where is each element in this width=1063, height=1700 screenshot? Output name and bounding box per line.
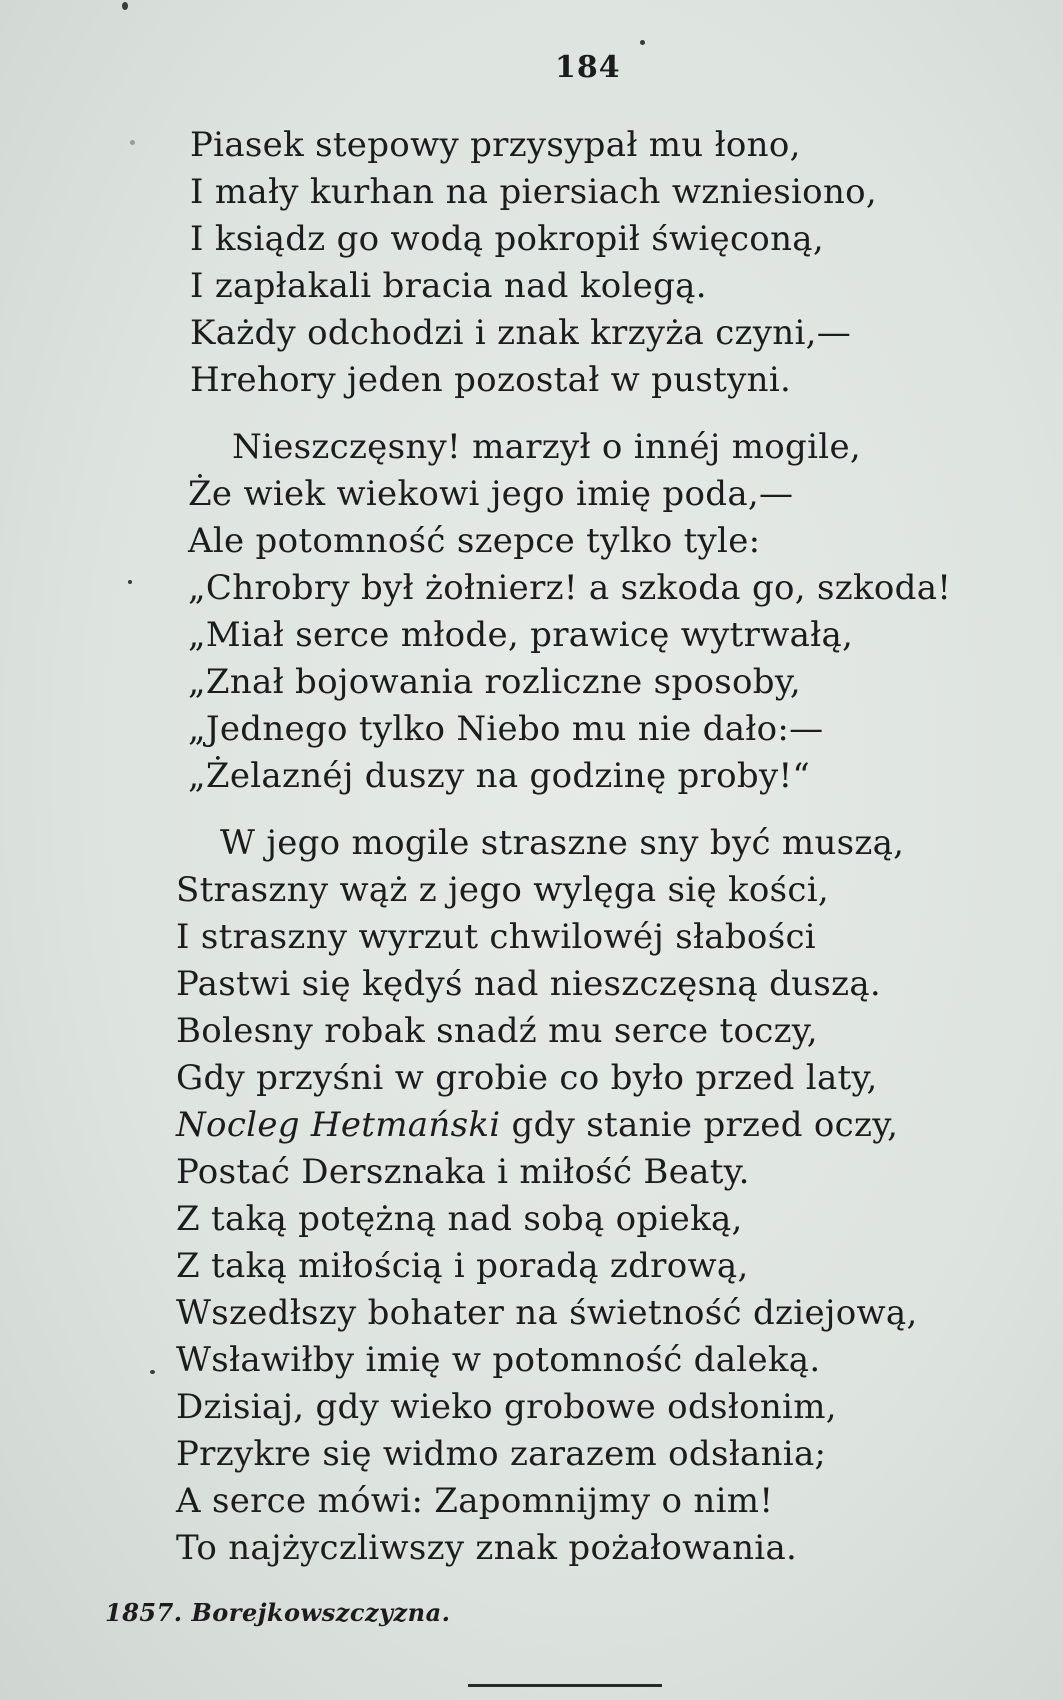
verse-line: Hrehory jeden pozostał w pustyni. [190,360,792,400]
verse-line: „Jednego tylko Niebo mu nie dało:— [188,709,824,749]
verse-line: „Miał serce młode, prawicę wytrwałą, [188,615,854,655]
verse-line: Wsławiłby imię w potomność daleką. [176,1340,821,1380]
verse-line: Nieszczęsny! marzył o innéj mogile, [232,427,861,467]
ink-speck [640,40,645,45]
verse-line: „Chrobry był żołnierz! a szkoda go, szkoda! [188,568,952,608]
date-place-signature: 1857. Borejkowszczyzna. [105,1598,451,1627]
verse-line: W jego mogile straszne sny być muszą, [220,823,905,863]
verse-line: Gdy przyśni w grobie co było przed laty, [176,1058,878,1098]
verse-line: „Żelaznéj duszy na godzinę proby!“ [188,756,811,796]
verse-line: Ale potomność szepce tylko tyle: [188,521,761,561]
verse-line: Z taką potężną nad sobą opieką, [176,1199,743,1239]
verse-line: Każdy odchodzi i znak krzyża czyni,— [190,313,852,353]
verse-line: To najżyczliwszy znak pożałowania. [176,1528,798,1568]
ink-speck [130,140,135,145]
stanza-1 [190,122,877,404]
end-rule [468,1684,662,1687]
stanza-2 [188,424,951,800]
ink-speck [128,580,132,584]
verse-line: I ksiądz go wodą pokropił święconą, [190,219,824,259]
page-number: 184 [555,50,621,85]
stanza-3 [176,820,918,1572]
verse-line: I mały kurhan na piersiach wzniesiono, [190,172,878,212]
verse-line: Postać Dersznaka i miłość Beaty. [176,1152,750,1192]
verse-line: Pastwi się kędyś nad nieszczęsną duszą. [176,964,882,1004]
verse-line [176,1102,918,1149]
verse-line: Że wiek wiekowi jego imię poda,— [188,474,794,514]
verse-line: „Znał bojowania rozliczne sposoby, [188,662,801,702]
italic-title: Nocleg Hetmański [176,1105,501,1145]
verse-line: I straszny wyrzut chwilowéj słabości [176,917,816,957]
verse-line: I zapłakali bracia nad kolegą. [190,266,707,306]
ink-speck [150,1370,155,1374]
ink-speck [122,2,128,10]
verse-line-rest: gdy stanie przed oczy, [500,1105,899,1145]
verse-line: Straszny wąż z jego wylęga się kości, [176,870,830,910]
verse-line: Dzisiaj, gdy wieko grobowe odsłonim, [176,1387,837,1427]
verse-line: Bolesny robak snadź mu serce toczy, [176,1011,818,1051]
verse-line: Przykre się widmo zarazem odsłania; [176,1434,827,1474]
verse-line: Piasek stepowy przysypał mu łono, [190,125,801,165]
verse-line: Z taką miłością i poradą zdrową, [176,1246,749,1286]
verse-line: Wszedłszy bohater na świetność dziejową, [176,1293,918,1333]
verse-line: A serce mówi: Zapomnijmy o nim! [176,1481,774,1521]
